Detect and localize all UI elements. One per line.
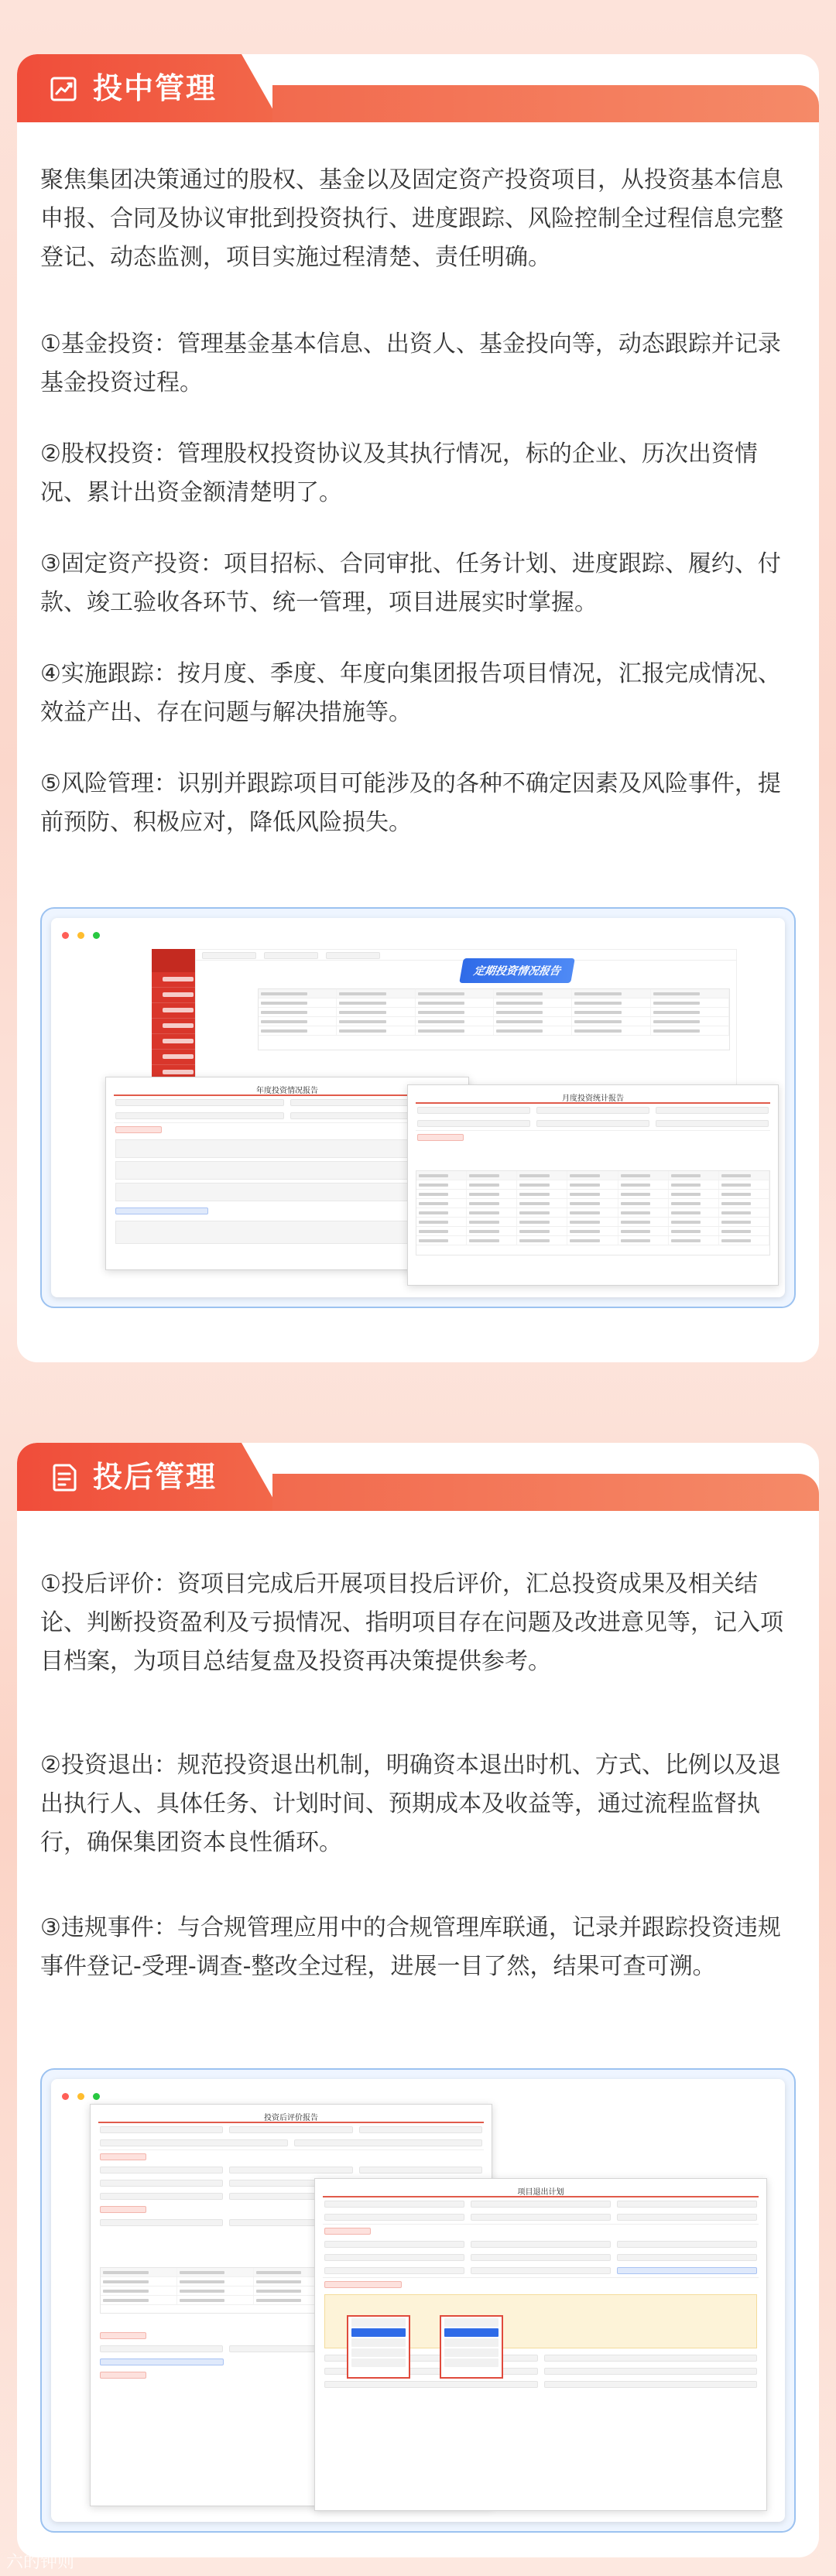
- post-evaluation-paragraph: ①投后评价：资项目完成后开展项目投后评价，汇总投资成果及相关结论、判断投资盈利及亏损情况、指明项目存在问题及改进意见等，记入项目档案，为项目总结复盘及投资再决策提供参考。: [40, 1571, 783, 1675]
- dropdown-right[interactable]: [440, 2315, 503, 2379]
- section-header: [17, 54, 819, 122]
- watermark: 六的钟则: [6, 2553, 75, 2572]
- monthly-report-window: [407, 1084, 779, 1286]
- minimize-dot: [77, 2093, 84, 2100]
- equity-investment-paragraph: ②股权投资：管理股权投资协议及其执行情况，标的企业、历次出资情况、累计出资金额清楚明了。: [40, 440, 758, 506]
- screenshot-investment-report: [40, 907, 796, 1308]
- fixed-asset-paragraph: ③固定资产投资：项目招标、合同审批、任务计划、进度跟踪、履约、付款、竣工验收各环节、统一管理，项目进展实时掌握。: [40, 550, 781, 616]
- window-controls: [62, 927, 104, 942]
- screenshot-post-investment: [40, 2068, 796, 2533]
- dropdown-left[interactable]: [347, 2315, 410, 2379]
- report-badge: 定期投资情况报告: [459, 958, 575, 983]
- window-controls: [62, 2088, 104, 2103]
- section-title: 投中管理: [93, 71, 218, 105]
- close-dot: [62, 2093, 69, 2100]
- section-post-investment: [17, 1443, 819, 2557]
- investment-exit-paragraph: ②投资退出：规范投资退出机制，明确资本退出时机、方式、比例以及退出执行人、具体任务、计划时间、预期成本及收益等，通过流程监督执行，确保集团资本良性循环。: [40, 1752, 781, 1856]
- section-title: 投后管理: [93, 1460, 218, 1494]
- violation-events-paragraph: ③违规事件：与合规管理应用中的合规管理库联通，记录并跟踪投资违规事件登记-受理-调查-整改全过程，进展一目了然，结果可查可溯。: [40, 1914, 781, 1980]
- annual-report-title: 年度投资情况报告: [114, 1077, 461, 1096]
- risk-paragraph: ⑤风险管理：识别并跟踪项目可能涉及的各种不确定因素及风险事件，提前预防、积极应对，降低风险损失。: [40, 770, 781, 836]
- monthly-table: [416, 1170, 770, 1255]
- fund-investment-paragraph: ①基金投资：管理基金基本信息、出资人、基金投向等，动态跟踪并记录基金投资过程。: [40, 331, 781, 396]
- monthly-report-title: 月度投资统计报告: [416, 1085, 770, 1104]
- chart-icon: [50, 74, 81, 104]
- document-icon: [50, 1462, 81, 1493]
- report-table: [258, 988, 730, 1050]
- section-header: [17, 1443, 819, 1511]
- intro-paragraph: 聚焦集团决策通过的股权、基金以及固定资产投资项目，从投资基本信息申报、合同及协议审批到投资执行、进度跟踪、风险控制全过程信息完整登记、动态监测，项目实施过程清楚、责任明确。: [40, 166, 783, 271]
- exit-plan-title: 项目退出计划: [323, 2179, 759, 2197]
- minimize-dot: [77, 932, 84, 939]
- post-evaluation-title: 投资后评价报告: [98, 2105, 484, 2123]
- maximize-dot: [93, 932, 100, 939]
- section-investment-in-progress: [17, 54, 819, 1362]
- maximize-dot: [93, 2093, 100, 2100]
- close-dot: [62, 932, 69, 939]
- tracking-paragraph: ④实施跟踪：按月度、季度、年度向集团报告项目情况，汇报完成情况、效益产出、存在问题与解决措施等。: [40, 660, 781, 726]
